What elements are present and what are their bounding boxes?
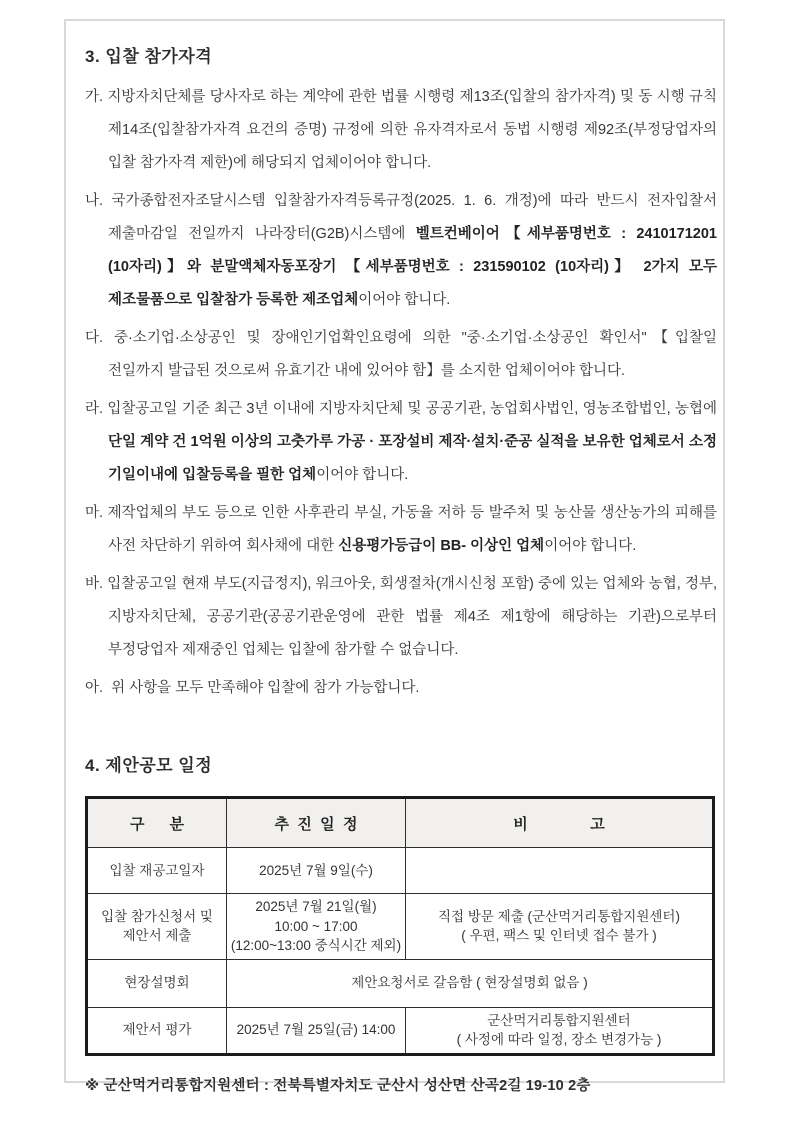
clause-text: 제작업체의 부도 등으로 인한 사후관리 부실, 가동율 저하 등 발주처 및 농산물 생산농가의 피해를 사전 차단하기 위하여 회사채에 대한 xyxy=(107,505,717,554)
schedule-cell-line: 입찰 재공고일자 xyxy=(109,862,205,878)
schedule-row xyxy=(87,848,714,894)
clause-item xyxy=(85,185,717,317)
clause-item xyxy=(85,322,717,388)
schedule-cell-line: 제안요청서로 갈음함 ( 현장설명회 없음 ) xyxy=(351,975,588,991)
schedule-table-head xyxy=(87,798,714,848)
schedule-cell-line: 군산먹거리통합지원센터 xyxy=(487,1012,631,1028)
clause-item xyxy=(85,393,717,492)
qualification-clause-list xyxy=(85,81,717,705)
schedule-cell xyxy=(87,894,227,960)
schedule-cell xyxy=(406,894,714,960)
schedule-header-row xyxy=(87,798,714,848)
page-content xyxy=(85,42,717,1095)
section-bid-qualification xyxy=(85,42,717,705)
clause-item xyxy=(85,81,717,180)
clause-text: 이어야 합니다. xyxy=(316,467,409,483)
clause-text: 위 사항을 모두 만족해야 입찰에 참가 가능합니다. xyxy=(107,680,420,696)
schedule-cell xyxy=(406,1007,714,1054)
schedule-table-body xyxy=(87,848,714,1055)
schedule-cell xyxy=(227,848,406,894)
schedule-cell-line: 2025년 7월 9일(수) xyxy=(259,862,373,878)
schedule-cell xyxy=(87,1007,227,1054)
clause-item xyxy=(85,568,717,667)
schedule-cell-line: 직접 방문 제출 (군산먹거리통합지원센터) xyxy=(438,908,680,924)
schedule-cell xyxy=(227,894,406,960)
schedule-cell xyxy=(227,1007,406,1054)
section-3-heading: 3. 입찰 참가자격 xyxy=(85,47,213,66)
clause-text: 이어야 합니다. xyxy=(358,292,451,308)
clause-text: 중·소기업·소상공인 및 장애인기업확인요령에 의한 "중·소기업·소상공인 확인서"【입찰일 전일까지 발급된 것으로써 유효기간 내에 있어야 함】를 소지한 업체이어야 합니다. xyxy=(108,330,717,379)
schedule-cell-line: (12:00~13:00 중식시간 제외) xyxy=(230,938,402,954)
schedule-header-cell: 추 진 일 정 xyxy=(227,798,406,848)
schedule-cell xyxy=(87,848,227,894)
clause-item xyxy=(85,497,717,563)
clause-marker: 마. xyxy=(85,505,108,521)
schedule-header-cell: 비 고 xyxy=(406,798,714,848)
schedule-cell-line: 입찰 참가신청서 및 xyxy=(101,908,213,924)
schedule-table xyxy=(85,796,715,1056)
schedule-row xyxy=(87,1007,714,1054)
clause-marker: 바. xyxy=(85,576,108,592)
schedule-cell xyxy=(406,848,714,894)
clause-text: 입찰공고일 현재 부도(지급정지), 워크아웃, 회생절차(개시신청 포함) 중에 있는 업체와 농협, 정부, 지방자치단체, 공공기관(공공기관운영에 관한 법률 제4조 제1항에 해당하는 기관)으로부터 부정당업자 제재중인 업체는 입찰에 참가할 수 없습니다. xyxy=(107,576,717,658)
clause-text-bold: 벨트컨베이어【세부품명번호 : 2410171201 (10자리)】와 분말액체자동포장기 【세부품명번호 : 231590102 (10자리)】 2가지 모두 제조물품으로 입찰참가 등록한 제조업체 xyxy=(108,226,717,308)
clause-marker: 아. xyxy=(85,680,108,696)
clause-marker: 라. xyxy=(85,401,108,417)
section-proposal-schedule xyxy=(85,751,717,1095)
clause-item xyxy=(85,672,717,705)
clause-text-bold: 신용평가등급이 BB- 이상인 업체 xyxy=(338,538,545,554)
section-4-heading: 4. 제안공모 일정 xyxy=(85,756,213,775)
schedule-cell-line: 현장설명회 xyxy=(124,975,190,991)
schedule-cell-line: 제안서 제출 xyxy=(122,928,192,944)
schedule-cell-line: ( 사정에 따라 일정, 장소 변경가능 ) xyxy=(456,1032,662,1048)
clause-text: 이어야 합니다. xyxy=(544,538,637,554)
schedule-cell xyxy=(227,959,714,1007)
schedule-row xyxy=(87,894,714,960)
clause-marker: 가. xyxy=(85,89,108,105)
clause-marker: 나. xyxy=(85,193,112,209)
clause-marker: 다. xyxy=(85,330,114,346)
clause-text: 입찰공고일 기준 최근 3년 이내에 지방자치단체 및 공공기관, 농업회사법인, 영농조합법인, 농협에 xyxy=(107,401,717,417)
clause-text: 지방자치단체를 당사자로 하는 계약에 관한 법률 시행령 제13조(입찰의 참가자격) 및 동 시행 규칙 제14조(입찰참가자격 요건의 증명) 규정에 의한 유자격자로서 동법 시행령 제92조(부정당업자의 입찰 참가자격 제한)에 해당되지 업체이어야 합니다. xyxy=(107,89,717,171)
schedule-row xyxy=(87,959,714,1007)
clause-text-bold: 단일 계약 건 1억원 이상의 고춧가루 가공 · 포장설비 제작·설치·준공 실적을 보유한 업체로서 소정 기일이내에 입찰등록을 필한 업체 xyxy=(108,434,717,483)
schedule-cell-line: 제안서 평가 xyxy=(122,1022,192,1038)
schedule-cell xyxy=(87,959,227,1007)
schedule-cell-line: ( 우편, 팩스 및 인터넷 접수 불가 ) xyxy=(461,928,657,944)
schedule-cell-line: 2025년 7월 25일(금) 14:00 xyxy=(236,1022,396,1038)
schedule-cell-line: 2025년 7월 21일(월) xyxy=(255,899,377,914)
clause-text: 국가종합전자조달시스템 입찰참가자격등록규정(2025. 1. 6. 개정)에 따라 반드시 전자입찰서 제출마감일 전일까지 나라장터(G2B)시스템에 xyxy=(108,193,717,242)
footnote-address: ※ 군산먹거리통합지원센터 : 전북특별자치도 군산시 성산면 산곡2길 19-10 2층 xyxy=(85,1077,591,1094)
schedule-cell-line: 10:00 ~ 17:00 xyxy=(274,918,358,934)
schedule-header-cell: 구 분 xyxy=(87,798,227,848)
